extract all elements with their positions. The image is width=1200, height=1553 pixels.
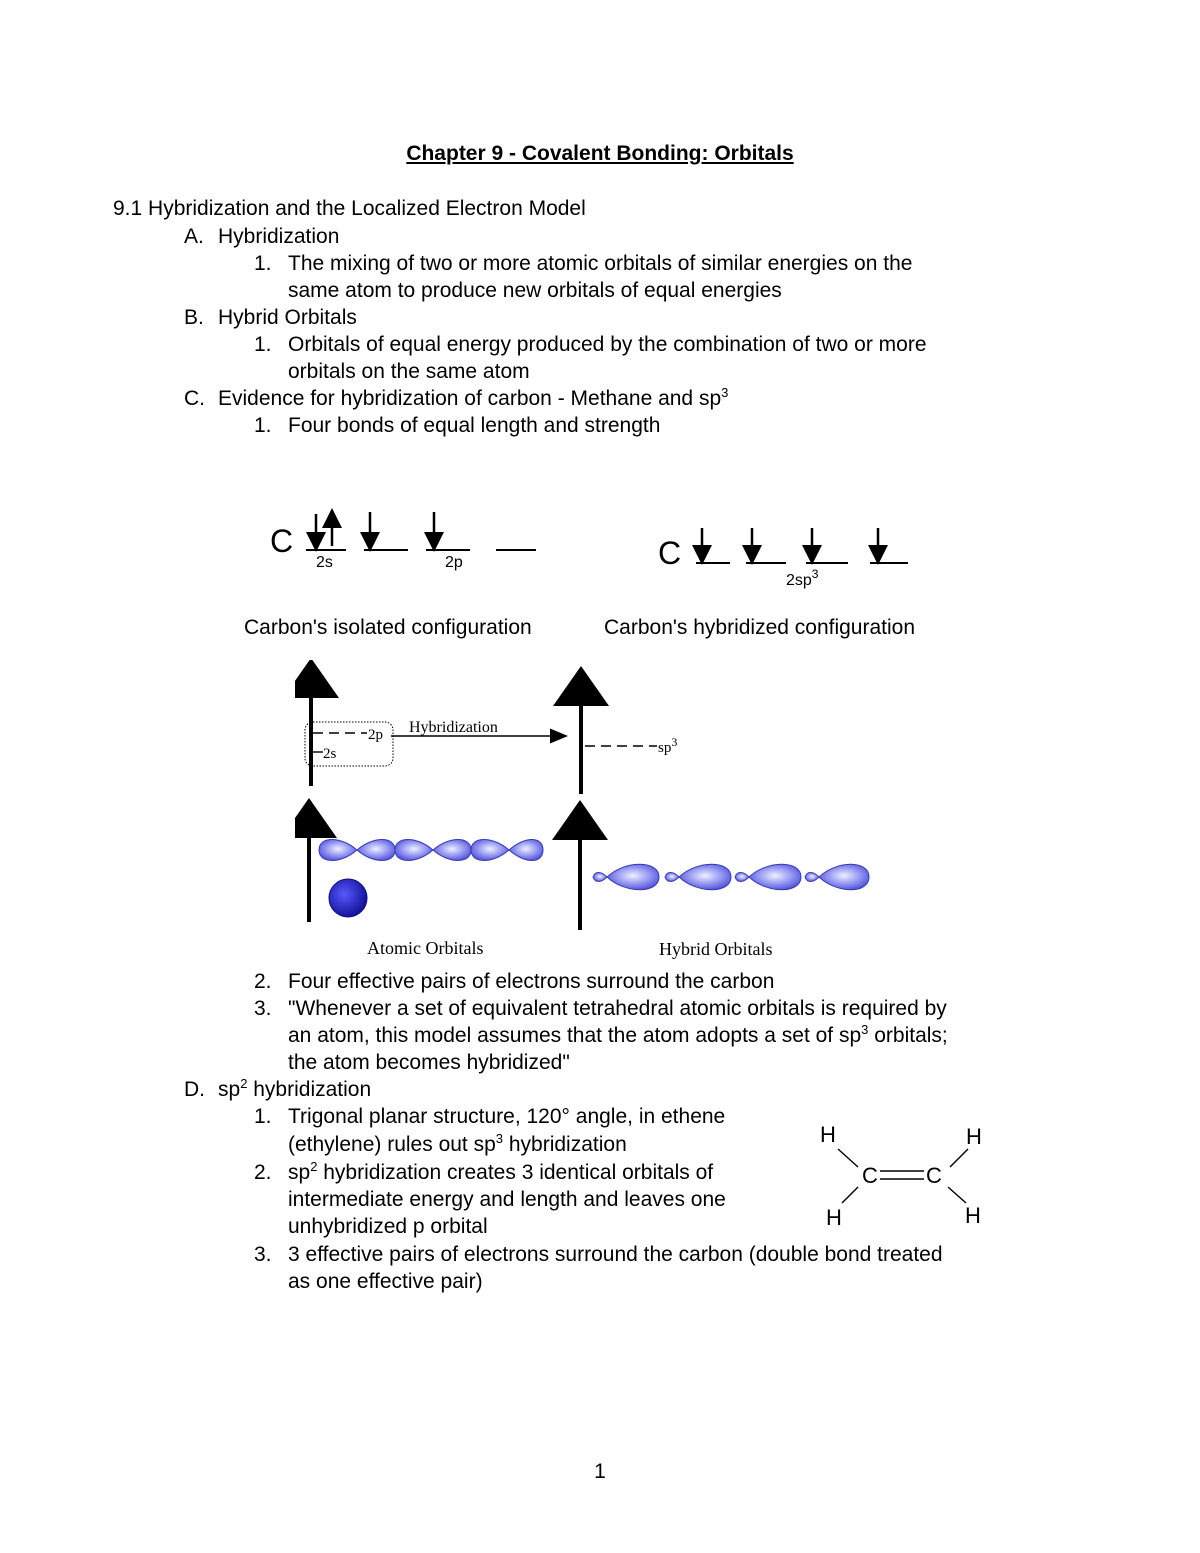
bond-h1-c1 — [838, 1149, 858, 1167]
hybrid-config-caption: Carbon's hybridized configuration — [604, 616, 916, 639]
outline-c1: 1. Four bonds of equal length and strength — [254, 414, 661, 437]
isolated-config-caption: Carbon's isolated configuration — [244, 616, 532, 639]
outline-a1: 1. The mixing of two or more atomic orbitals of similar energies on the — [254, 252, 913, 275]
ethene-carbon-right: C — [926, 1163, 942, 1188]
hybrid-orbital-3 — [806, 528, 848, 563]
atomic-orbitals-caption: Atomic Orbitals — [367, 938, 484, 958]
ethene-h-bottom-right: H — [965, 1203, 981, 1228]
outline-b1-cont: orbitals on the same atom — [288, 360, 530, 383]
outline-c3-cont1: an atom, this model assumes that the atom adopts a set of $sp^3$ orbitals; — [288, 1022, 948, 1047]
level-2p-label: 2p — [368, 727, 383, 743]
section-heading: 9.1 Hybridization and the Localized Electron Model — [113, 197, 586, 220]
level-2s-label: 2s — [323, 746, 337, 762]
outline-d: D. $sp^2$ hybridization — [184, 1076, 372, 1101]
outline-a1-cont: same atom to produce new orbitals of equal energies — [288, 279, 782, 302]
outline-d1: 1. Trigonal planar structure, 120° angle, in ethene — [254, 1105, 726, 1128]
hybridization-orbital-diagram — [295, 660, 895, 960]
outline-c: C. Evidence for hybridization of carbon - Methane and $sp^3$ — [184, 385, 729, 410]
hybrid-orbital-2 — [746, 528, 786, 563]
outline-d2-cont2: unhybridized p orbital — [288, 1215, 488, 1238]
ethene-carbon-left: C — [862, 1163, 878, 1188]
outline-c3: 3. "Whenever a set of equivalent tetrahedral atomic orbitals is required by — [254, 997, 947, 1020]
s-orbital-sphere — [329, 879, 367, 917]
outline-d2-cont1: intermediate energy and length and leaves one — [288, 1188, 726, 1211]
outline-d3-cont: as one effective pair) — [288, 1270, 483, 1293]
isolated-2s-box — [306, 514, 346, 550]
sp3-orbital-2 — [665, 864, 731, 890]
outline-b: B. Hybrid Orbitals — [184, 306, 357, 329]
hybrid-orbital-4 — [870, 528, 908, 563]
sp3-orbital-3 — [735, 864, 801, 890]
outline-d3: 3. 3 effective pairs of electrons surround the carbon (double bond treated — [254, 1243, 943, 1266]
isolated-2p-box-2 — [426, 512, 470, 550]
outline-a: A. Hybridization — [184, 225, 340, 248]
ethene-h-top-left: H — [820, 1122, 836, 1147]
bond-h3-c1 — [842, 1187, 858, 1203]
ethene-h-top-right: H — [966, 1124, 982, 1149]
outline-c3-cont2: the atom becomes hybridized" — [288, 1051, 570, 1074]
isolated-carbon-symbol: C — [270, 523, 294, 559]
sp3-orbital-4 — [805, 864, 869, 890]
bond-h4-c2 — [948, 1187, 966, 1203]
page-title: Chapter 9 - Covalent Bonding: Orbitals — [406, 142, 794, 165]
hybrid-carbon-symbol: C — [658, 535, 682, 571]
isolated-2s-label: 2s — [316, 554, 333, 571]
bond-h2-c2 — [950, 1149, 968, 1167]
hybrid-orbital-1 — [696, 528, 730, 563]
page-number: 1 — [594, 1460, 606, 1483]
outline-d2: 2. $sp^2$ hybridization creates 3 identical orbitals of — [254, 1159, 714, 1184]
outline-c2: 2. Four effective pairs of electrons surround the carbon — [254, 970, 775, 993]
outline-d1-cont: (ethylene) rules out $sp^3$ hybridization — [288, 1131, 627, 1156]
level-sp3-label: $sp^3$ — [658, 735, 678, 756]
sp3-orbital-1 — [593, 864, 659, 890]
isolated-2p-box-1 — [364, 512, 408, 550]
hybrid-2sp3-label: $2sp^3$ — [786, 567, 819, 589]
p-orbital-2 — [395, 840, 471, 861]
p-orbital-3 — [471, 840, 543, 861]
isolated-2p-label: 2p — [445, 554, 463, 571]
outline-b1: 1. Orbitals of equal energy produced by the combination of two or more — [254, 333, 927, 356]
hybrid-orbitals-caption: Hybrid Orbitals — [659, 939, 773, 959]
hybridization-arrow-label: Hybridization — [409, 719, 498, 736]
p-orbital-1 — [319, 840, 395, 861]
ethene-structure — [808, 1115, 1008, 1235]
ethene-h-bottom-left: H — [826, 1205, 842, 1230]
